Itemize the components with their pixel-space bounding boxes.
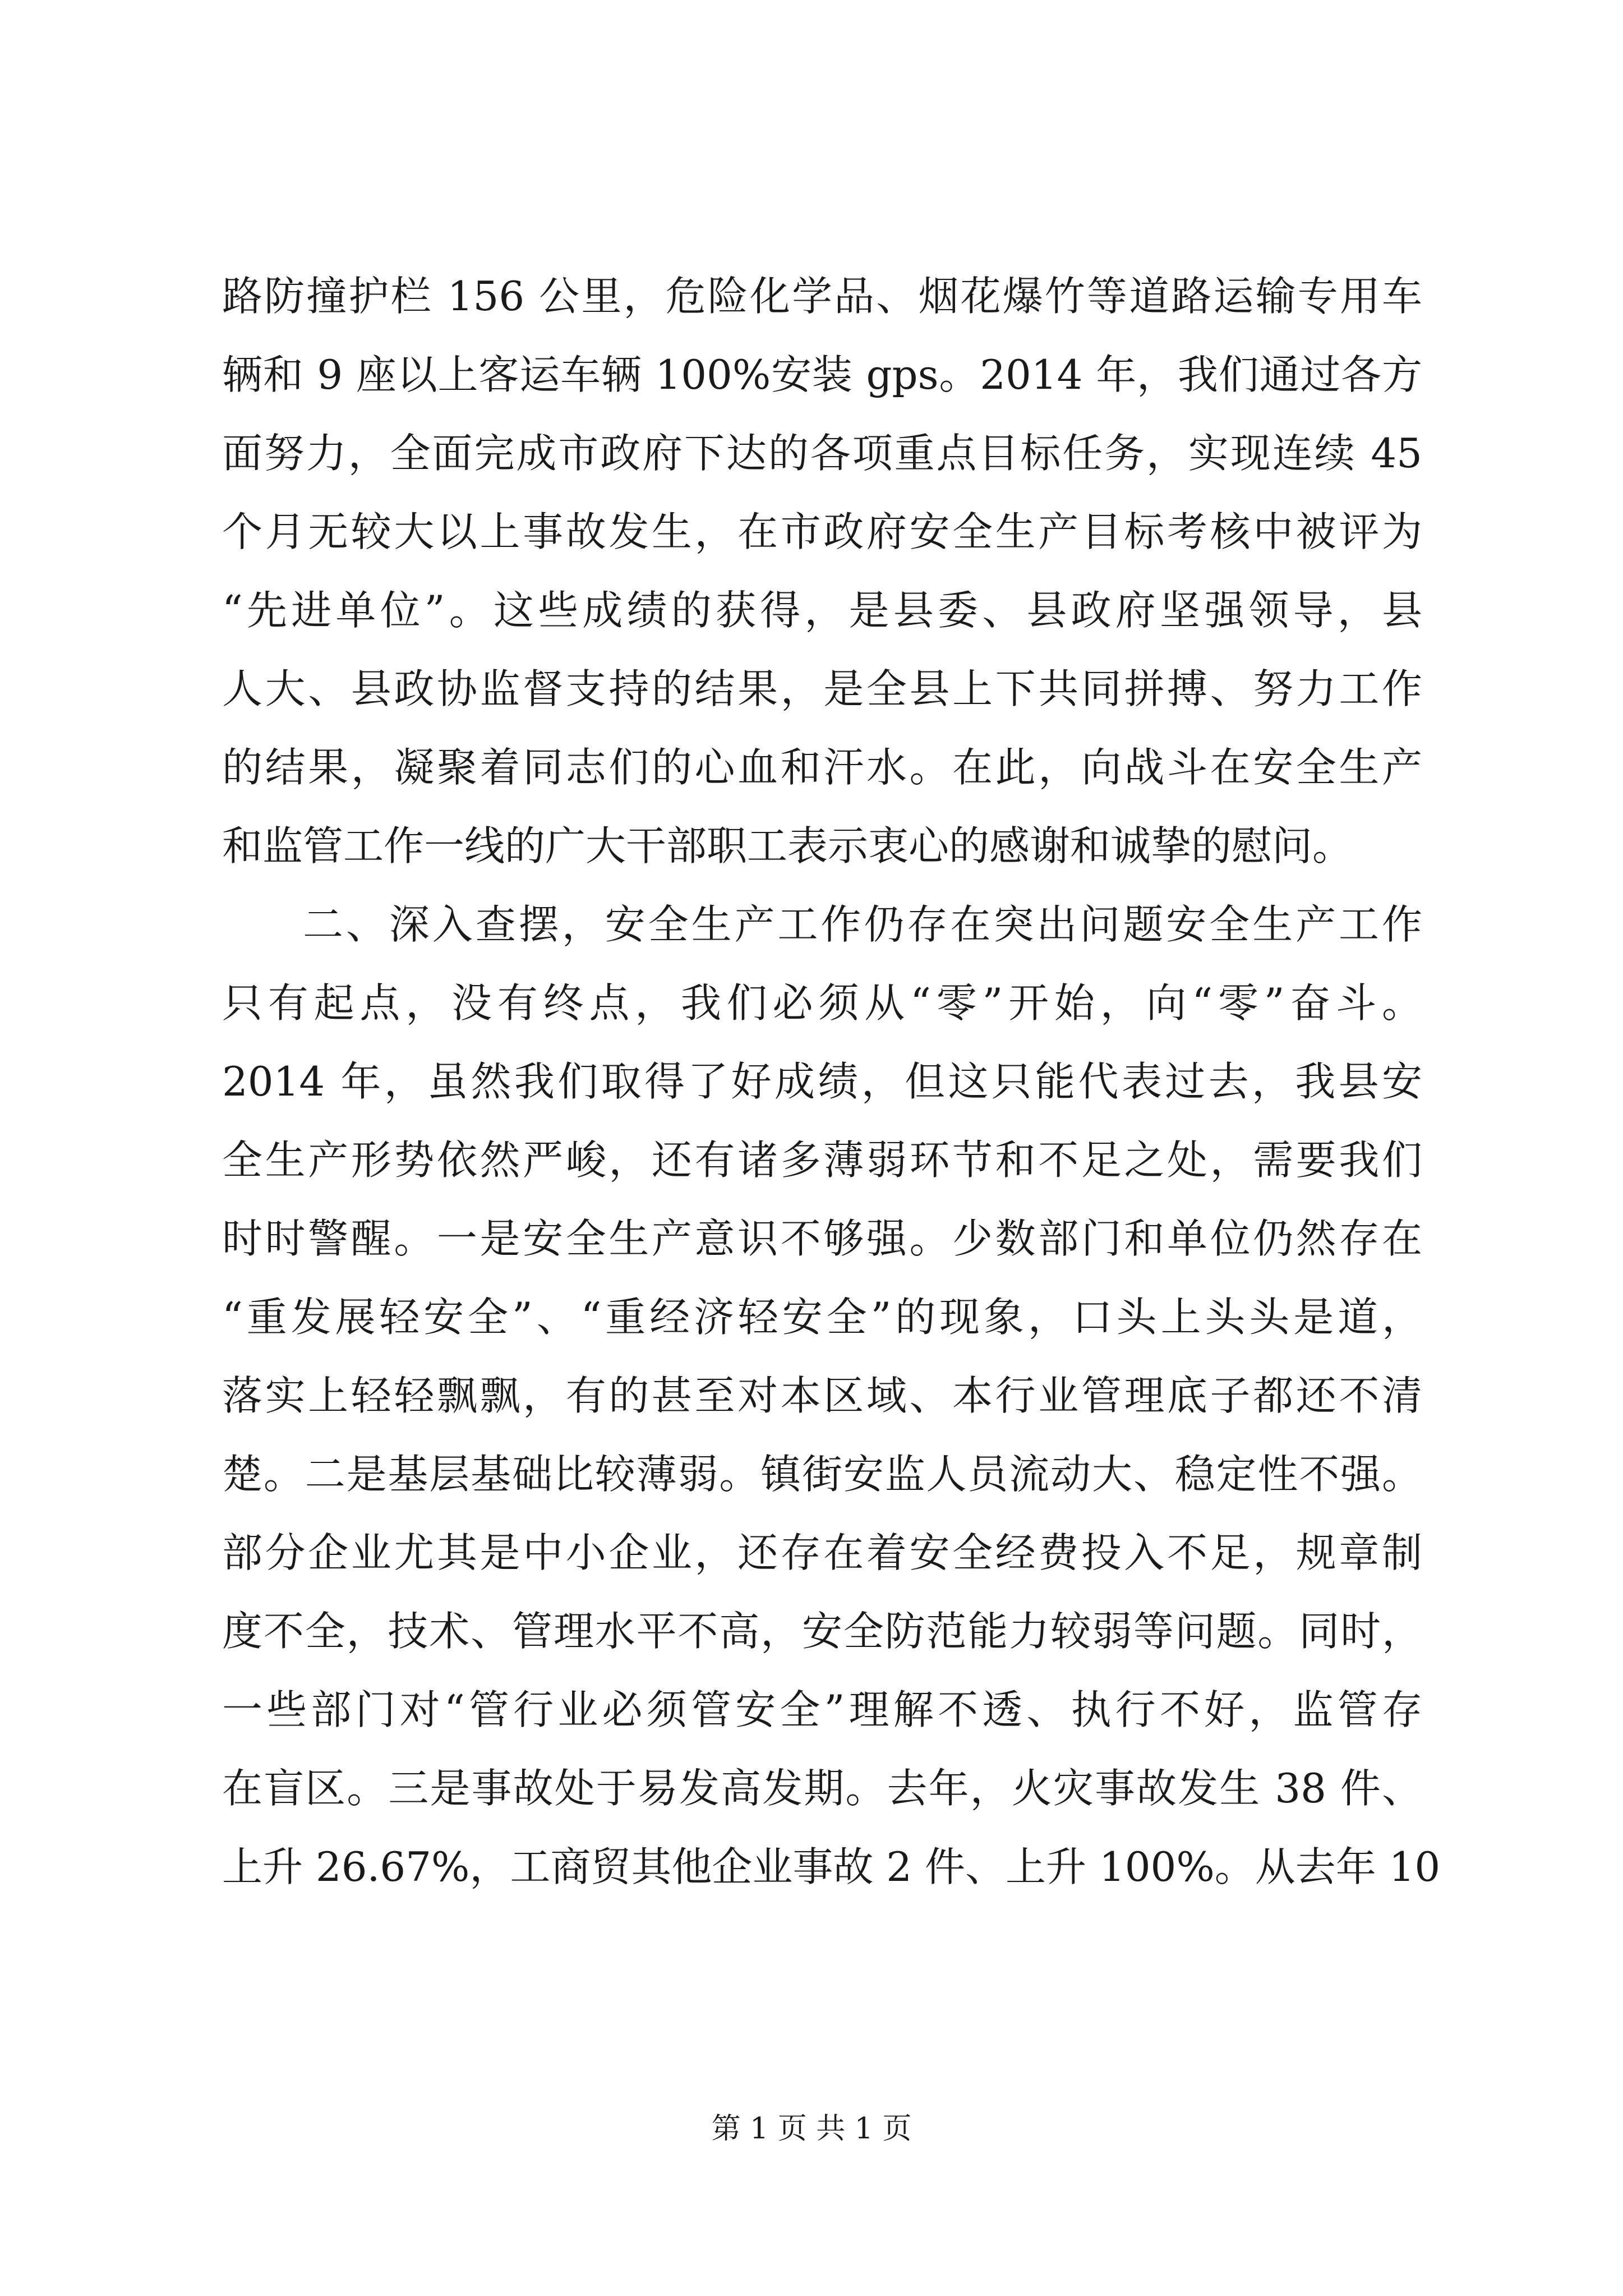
body-text-line: 人大、县政协监督支持的结果，是全县上下共同拼搏、努力工作 (222, 665, 1422, 712)
body-text-line: 楚。二是基层基础比较薄弱。镇街安监人员流动大、稳定性不强。 (222, 1451, 1422, 1498)
body-text-line: 的结果，凝聚着同志们的心血和汗水。在此，向战斗在安全生产 (222, 744, 1422, 791)
section-heading-line: 二、深入查摆，安全生产工作仍存在突出问题安全生产工作 (303, 901, 1422, 948)
body-text-line: 在盲区。三是事故处于易发高发期。去年，火灾事故发生 38 件、 (222, 1765, 1422, 1812)
body-text-line: 一些部门对“管行业必须管安全”理解不透、执行不好，监管存 (222, 1686, 1422, 1733)
body-text-line: 部分企业尤其是中小企业，还存在着安全经费投入不足，规章制 (222, 1529, 1422, 1576)
body-text-line: 个月无较大以上事故发生，在市政府安全生产目标考核中被评为 (222, 508, 1422, 555)
body-text-line: 度不全，技术、管理水平不高，安全防范能力较弱等问题。同时， (222, 1608, 1422, 1655)
body-text-line: “重发展轻安全”、“重经济轻安全”的现象，口头上头头是道， (222, 1294, 1422, 1341)
body-text-line: 上升 26.67%，工商贸其他企业事故 2 件、上升 100%。从去年 10 (222, 1843, 1441, 1890)
body-text-line: 路防撞护栏 156 公里，危险化学品、烟花爆竹等道路运输专用车 (222, 273, 1422, 320)
body-text-line: 面努力，全面完成市政府下达的各项重点目标任务，实现连续 45 (222, 430, 1422, 477)
body-text-line: 时时警醒。一是安全生产意识不够强。少数部门和单位仍然存在 (222, 1215, 1422, 1262)
page-number-footer: 第 1 页 共 1 页 (711, 2112, 912, 2146)
body-text-line: 和监管工作一线的广大干部职工表示衷心的感谢和诚挚的慰问。 (222, 822, 1353, 869)
body-text-line: 2014 年，虽然我们取得了好成绩，但这只能代表过去，我县安 (222, 1058, 1422, 1105)
body-text-line: “先进单位”。这些成绩的获得，是县委、县政府坚强领导，县 (222, 587, 1422, 634)
body-text-line: 全生产形势依然严峻，还有诸多薄弱环节和不足之处，需要我们 (222, 1137, 1422, 1184)
body-text-line: 辆和 9 座以上客运车辆 100%安装 gps。2014 年，我们通过各方 (222, 351, 1422, 398)
body-text-line: 落实上轻轻飘飘，有的甚至对本区域、本行业管理底子都还不清 (222, 1372, 1422, 1419)
body-text-line: 只有起点，没有终点，我们必须从“零”开始，向“零”奋斗。 (222, 979, 1422, 1027)
